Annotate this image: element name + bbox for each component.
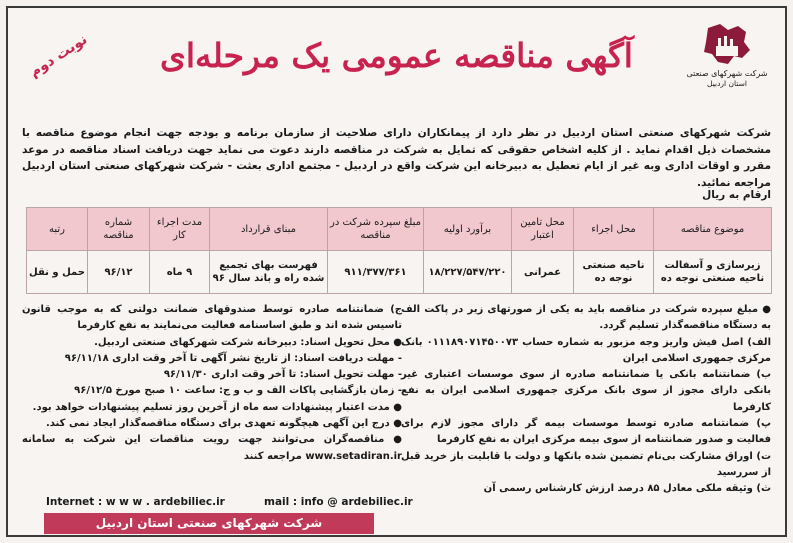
table-cell: ناحیه صنعتی نوجه ده [574,251,654,294]
table-header: مدت اجراء کار [150,208,210,251]
table-cell: ۹ ماه [150,251,210,294]
condition-item: - مهلت تحویل اسناد: تا آخر وقت اداری ۹۶/۱۱/۳۰ [163,369,402,381]
table-cell: زیرسازی و آسفالت ناحیه صنعتی نوجه ده [654,251,772,294]
table-header: موضوع مناقصه [654,208,772,251]
condition-item: ج) ضمانتنامه صادره توسط صندوقهای ضمانت دولتی که به موجب قانون تاسیس شده اند و طبق اساسنامه فعالیت می‌نمایند به نفع کارفرما [22,304,402,332]
condition-item: ● مبلغ سپرده شرکت در مناقصه باید به یکی از صورتهای زیر در پاکت الف به دستگاه مناقصه‌گذار تسلیم گردد. [401,304,771,332]
condition-item: ● مناقصه‌گران می‌توانند جهت رویت مناقصات این شرکت به سامانه www.setadiran.ir مراجعه کنند [22,434,402,462]
ad-title: آگهی مناقصه عمومی یک مرحله‌ای [160,36,633,75]
company-logo [679,22,775,89]
footer-banner: شرکت شهرکهای صنعتی استان اردبیل [44,513,374,534]
table-cell: حمل و نقل [27,251,88,294]
table-header: شماره مناقصه [88,208,150,251]
table-cell: ۱۸/۲۲۷/۵۴۷/۲۲۰ [424,251,512,294]
table-header-row [27,208,772,251]
logo-line-1: شرکت شهرکهای صنعتی [686,69,768,78]
deposit-conditions [401,302,771,498]
condition-item: الف) اصل فیش واریز وجه مزبور به شماره حساب ۰۱۱۱۸۹۰۷۱۴۵۰۰۷۳ بانک مرکزی جمهوری اسلامی ایران [401,336,771,364]
condition-item: ب) ضمانتنامه بانکی یا ضمانتنامه صادره از سوی موسسات اعتباری غیر بانکی دارای مجوز از سوی بانک مرکزی جمهوری اسلامی ایران به نفع کارفرما [401,369,771,413]
condition-item: - مهلت دریافت اسناد: از تاریخ نشر آگهی تا آخر وقت اداری ۹۶/۱۱/۱۸ [64,352,402,364]
logo-line-2: استان اردبیل [707,79,747,88]
table-cell: فهرست بهای تجمیع شده راه و باند سال ۹۶ [210,251,328,294]
province-map-icon [698,22,756,68]
condition-item: ● مدت اعتبار پیشنهادات سه ماه از آخرین روز تسلیم پیشنهادات خواهد بود. [32,401,402,413]
email-link[interactable]: mail : info @ ardebiliec.ir [264,496,413,508]
condition-item: ث) وثیقه ملکی معادل ۸۵ درصد ارزش کارشناس رسمی آن [483,483,771,495]
table-row [27,251,772,294]
table-header: مبنای قرارداد [210,208,328,251]
condition-item: ت) اوراق مشارکت بی‌نام تضمین شده بانکها و دولت با قابلیت باز خرید قبل از سررسید [401,450,771,478]
schedule-conditions [22,302,402,465]
table-header: رتبه [27,208,88,251]
table-header: محل اجراء [574,208,654,251]
table-header: برآورد اولیه [424,208,512,251]
condition-item: پ) ضمانتنامه صادره توسط موسسات بیمه گر دارای مجوز لازم برای فعالیت و صدور ضمانتنامه از سوی بیمه مرکزی ایران به نفع کارفرما [401,418,771,446]
table-cell: ۹۱۱/۳۷۷/۳۶۱ [328,251,424,294]
round-stamp: نوبت دوم [26,31,91,81]
table-header: مبلغ سپرده شرکت در مناقصه [328,208,424,251]
tender-table [26,207,772,294]
tender-advertisement [6,6,787,537]
table-header: محل تامین اعتبار [512,208,574,251]
condition-item: ● درج این آگهی هیچگونه تعهدی برای دستگاه مناقصه‌گذار ایجاد نمی کند. [45,418,402,430]
condition-item: - زمان بازگشایی پاکات الف و ب و ج: ساعت ۱۰ صبح مورخ ۹۶/۱۲/۵ [74,385,402,397]
table-cell: ۹۶/۱۲ [88,251,150,294]
intro-paragraph: شرکت شهرکهای صنعتی استان اردبیل در نظر دارد از پیمانکاران دارای صلاحیت از سازمان برنامه و بودجه جهت انجام موضوع مناقصه با مشخصات ذیل اقدام نماید . از کلیه اشخاص حقوقی که تمایل به شرکت در مناقصه دارند دعوت می نماید جهت دریافت اسناد مناقصه در موعد مقرر و اوقات اداری وبه غیر از ایام تعطیل به دبیرخانه این شرکت واقع در اردبیل - مجتمع اداری بعثت - شرکت شهرکهای صنعتی استان اردبیل مراجعه نمائید. [22,127,771,189]
table-cell: عمرانی [512,251,574,294]
website-link[interactable]: Internet : w w w . ardebiliec.ir [46,496,225,508]
currency-note: ارقام به ریال [702,189,771,201]
condition-item: ● محل تحویل اسناد: دبیرخانه شرکت شهرکهای صنعتی اردبیل. [94,336,402,348]
